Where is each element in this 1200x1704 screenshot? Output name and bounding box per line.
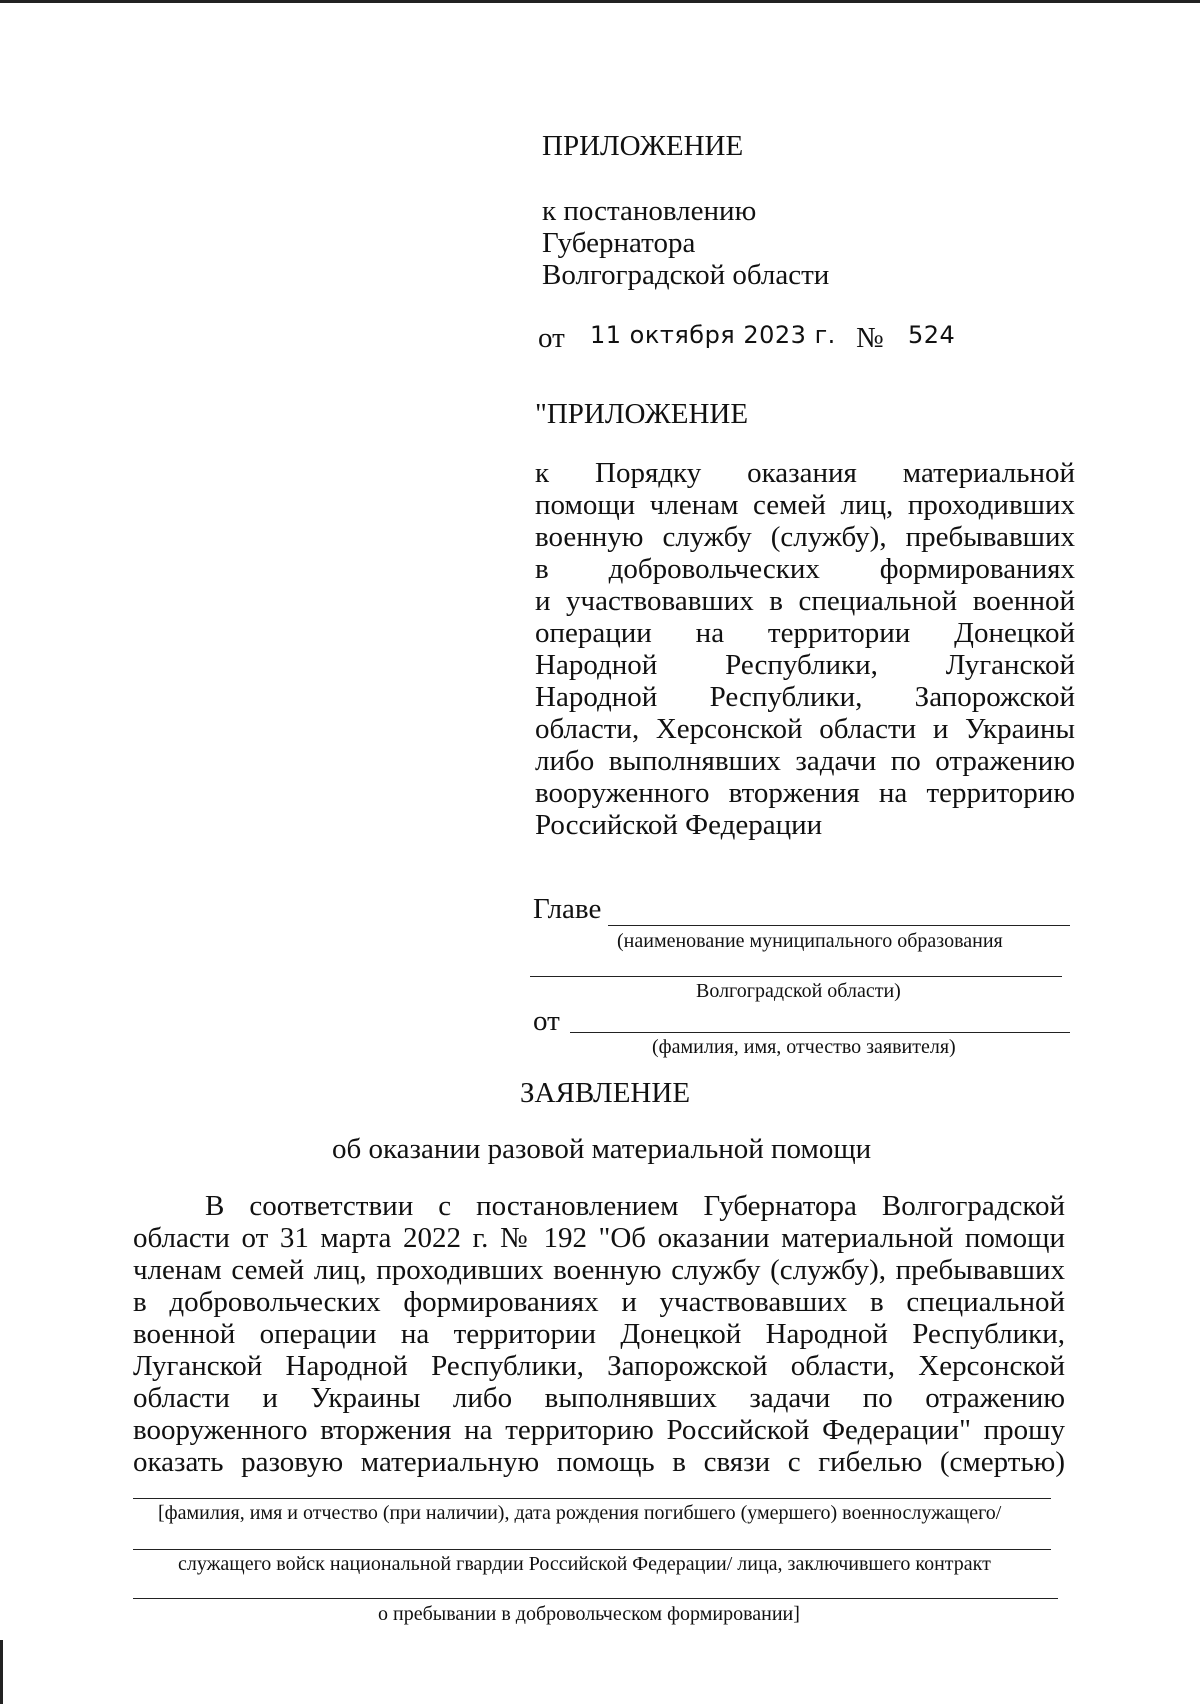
statement-line: области от 31 марта 2022 г. № 192 "Об оказании материальной помощи xyxy=(133,1222,1065,1254)
deceased-field-line xyxy=(133,1498,1051,1499)
statement-line: области и Украины либо выполнявших задачи по отражению xyxy=(133,1382,1065,1414)
appendix-line: вооруженного вторжения на территорию xyxy=(535,777,1075,809)
statement-title: ЗАЯВЛЕНИЕ xyxy=(520,1077,691,1109)
appendix-line: в добровольческих формированиях xyxy=(535,553,1075,585)
header-title: ПРИЛОЖЕНИЕ xyxy=(542,130,744,162)
decree-number: 524 xyxy=(908,321,956,349)
statement-line: членам семей лиц, проходивших военную службу (службу), пребывавших xyxy=(133,1254,1065,1286)
appendix-title: "ПРИЛОЖЕНИЕ xyxy=(535,398,749,430)
header-line: Губернатора xyxy=(542,227,696,259)
from-label: от xyxy=(533,1005,560,1037)
appendix-line: и участвовавших в специальной военной xyxy=(535,585,1075,617)
statement-line: В соответствии с постановлением Губернатора Волгоградской xyxy=(205,1190,1065,1222)
statement-line: в добровольческих формированиях и участвовавших в специальной xyxy=(133,1286,1065,1318)
from-field-line xyxy=(570,1032,1070,1033)
header-line: к постановлению xyxy=(542,195,757,227)
header-line: Волгоградской области xyxy=(542,259,830,291)
hint-region: Волгоградской области) xyxy=(696,980,901,1002)
appendix-line: Народной Республики, Запорожской xyxy=(535,681,1075,713)
appendix-line: области, Херсонской области и Украины xyxy=(535,713,1075,745)
statement-line: вооруженного вторжения на территорию Российской Федерации" прошу xyxy=(133,1414,1065,1446)
scan-top-border xyxy=(0,0,1200,3)
appendix-line: Народной Республики, Луганской xyxy=(535,649,1075,681)
appendix-line: к Порядку оказания материальной xyxy=(535,457,1075,489)
number-sign: № xyxy=(856,322,884,354)
statement-line: военной операции на территории Донецкой Народной Республики, xyxy=(133,1318,1065,1350)
appendix-line: операции на территории Донецкой xyxy=(535,617,1075,649)
hint-municipality: (наименование муниципального образования xyxy=(617,930,1003,952)
hint-applicant: (фамилия, имя, отчество заявителя) xyxy=(652,1036,956,1058)
scan-left-edge-mark xyxy=(0,1640,3,1704)
statement-line: оказать разовую материальную помощь в связи с гибелью (смертью) xyxy=(133,1446,1065,1478)
statement-line: Луганской Народной Республики, Запорожской области, Херсонской xyxy=(133,1350,1065,1382)
decree-date: 11 октября 2023 г. xyxy=(590,321,836,349)
statement-subtitle: об оказании разовой материальной помощи xyxy=(332,1133,872,1165)
hint-deceased: [фамилия, имя и отчество (при наличии), дата рождения погибшего (умершего) военнослужащего/ xyxy=(158,1502,1002,1524)
municipality-field-line xyxy=(530,976,1062,977)
appendix-line: помощи членам семей лиц, проходивших xyxy=(535,489,1075,521)
appendix-line: либо выполнявших задачи по отражению xyxy=(535,745,1075,777)
appendix-line: Российской Федерации xyxy=(535,809,823,841)
date-prefix: от xyxy=(538,322,565,354)
service-field-line xyxy=(133,1549,1051,1550)
to-field-line xyxy=(608,925,1070,926)
contract-field-line xyxy=(133,1598,1058,1599)
to-label: Главе xyxy=(533,893,602,925)
appendix-line: военную службу (службу), пребывавших xyxy=(535,521,1075,553)
hint-service: служащего войск национальной гвардии Российской Федерации/ лица, заключившего контракт xyxy=(178,1553,991,1575)
hint-contract: о пребывании в добровольческом формировании] xyxy=(378,1603,800,1625)
